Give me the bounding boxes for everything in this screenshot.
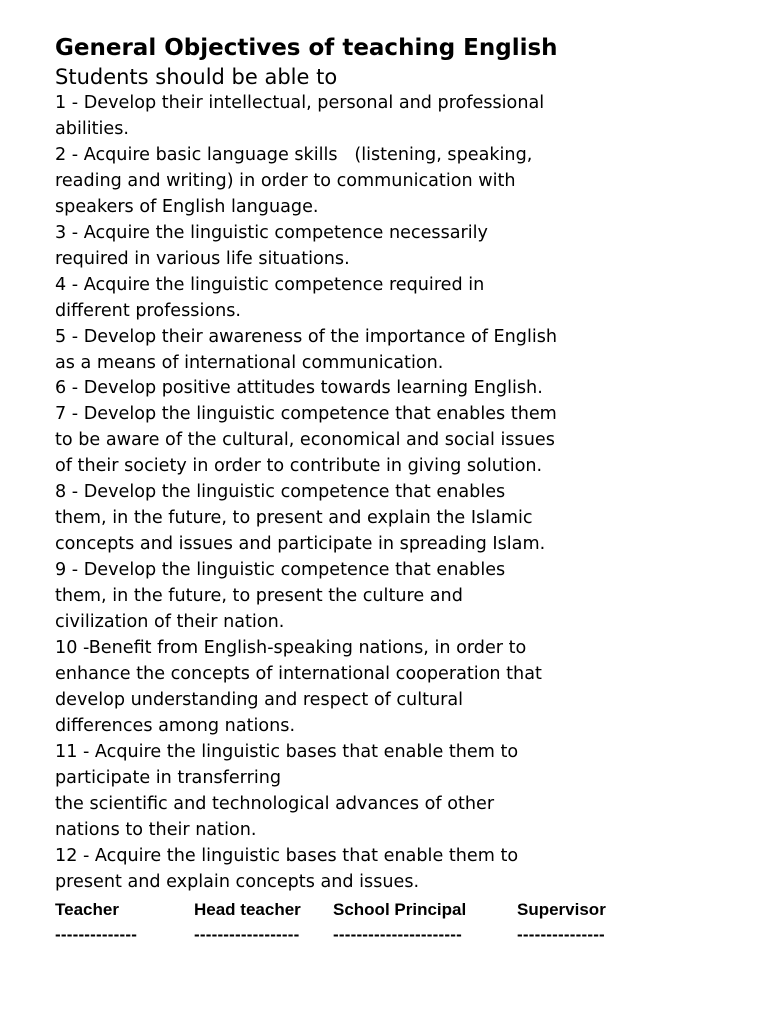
text-line: speakers of English language. xyxy=(55,196,319,217)
text-line: reading and writing) in order to communication with xyxy=(55,170,516,191)
text-line: 4 - Acquire the linguistic competence required in xyxy=(55,274,485,295)
signature-line: --------------- xyxy=(517,925,605,944)
text-line: differences among nations. xyxy=(55,715,296,736)
signature-label: Head teacher xyxy=(194,900,301,919)
signature-label: Teacher xyxy=(55,900,119,919)
text-line: abilities. xyxy=(55,118,129,139)
page-title: General Objectives of teaching English xyxy=(55,35,558,61)
text-line: 10 -Benefit from English-speaking nations, in order to xyxy=(55,638,527,659)
text-line: nations to their nation. xyxy=(55,819,257,840)
signature-supervisor xyxy=(517,897,606,947)
text-line: 8 - Develop the linguistic competence that enables xyxy=(55,482,506,503)
text-line: concepts and issues and participate in spreading Islam. xyxy=(55,534,546,555)
text-line: 5 - Develop their awareness of the importance of English xyxy=(55,326,558,347)
signature-label: School Principal xyxy=(333,900,467,919)
signature-teacher xyxy=(55,897,137,947)
text-line: 9 - Develop the linguistic competence that enables xyxy=(55,560,506,581)
text-line: the scientific and technological advances of other xyxy=(55,793,495,814)
page-subtitle: Students should be able to xyxy=(55,65,338,89)
text-line: as a means of international communication. xyxy=(55,352,444,373)
text-line: civilization of their nation. xyxy=(55,612,285,633)
text-line: enhance the concepts of international cooperation that xyxy=(55,663,542,684)
text-line: to be aware of the cultural, economical and social issues xyxy=(55,430,555,451)
signature-line: ------------------ xyxy=(194,925,300,944)
signature-label: Supervisor xyxy=(517,900,606,919)
text-line: 3 - Acquire the linguistic competence necessarily xyxy=(55,222,488,243)
signature-line: -------------- xyxy=(55,925,138,944)
signature-line: ---------------------- xyxy=(333,925,462,944)
text-line: 11 - Acquire the linguistic bases that enable them to xyxy=(55,741,519,762)
text-line: different professions. xyxy=(55,300,242,321)
text-line: 7 - Develop the linguistic competence that enables them xyxy=(55,404,557,425)
text-line: 1 - Develop their intellectual, personal and professional xyxy=(55,93,545,113)
signature-head-teacher xyxy=(194,897,301,947)
text-line: of their society in order to contribute in giving solution. xyxy=(55,456,543,477)
document-body xyxy=(55,32,755,896)
text-line: 2 - Acquire basic language skills (listening, speaking, xyxy=(55,144,533,165)
signature-school-principal xyxy=(333,897,466,947)
text-line: present and explain concepts and issues. xyxy=(55,871,420,892)
text-line: required in various life situations. xyxy=(55,248,350,269)
text-line: develop understanding and respect of cultural xyxy=(55,689,464,710)
text-line: them, in the future, to present the culture and xyxy=(55,586,463,607)
text-line: 6 - Develop positive attitudes towards learning English. xyxy=(55,378,543,399)
text-line: them, in the future, to present and explain the Islamic xyxy=(55,508,533,529)
text-line: 12 - Acquire the linguistic bases that enable them to xyxy=(55,845,519,866)
text-line: participate in transferring xyxy=(55,767,282,788)
